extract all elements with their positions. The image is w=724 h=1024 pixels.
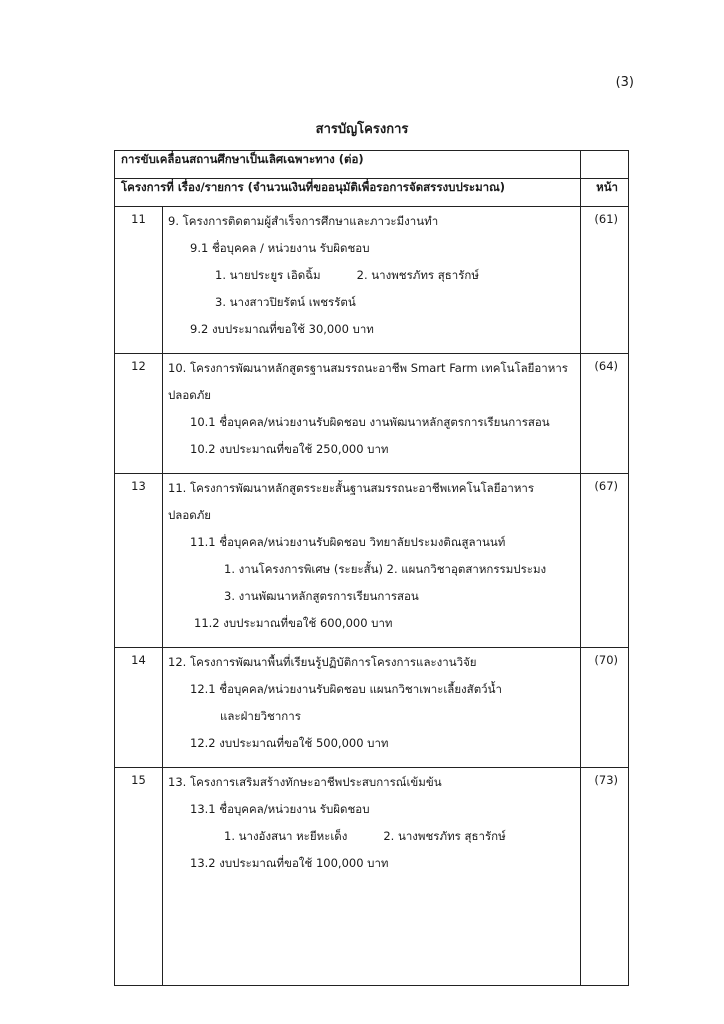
budget: 12.2 งบประมาณที่ขอใช้ 500,000 บาท xyxy=(190,736,389,750)
person-1: 1. นายประยูร เอิดฉิ้ม xyxy=(215,268,321,282)
row-entry xyxy=(163,354,581,474)
project-title: 12. โครงการพัฒนาพื้นที่เรียนรู้ปฏิบัติการโครงการและงานวิจัย xyxy=(168,655,477,669)
budget: 9.2 งบประมาณที่ขอใช้ 30,000 บาท xyxy=(190,322,374,336)
row-number: 15 xyxy=(115,768,163,986)
section-header: การขับเคลื่อนสถานศึกษาเป็นเลิศเฉพาะทาง (ต่อ) xyxy=(121,152,364,166)
responsible: 10.1 ชื่อบุคคล/หน่วยงานรับผิดชอบ งานพัฒนาหลักสูตรการเรียนการสอน xyxy=(190,415,550,429)
row-number: 12 xyxy=(115,354,163,474)
row-page: (73) xyxy=(581,768,629,986)
budget: 10.2 งบประมาณที่ขอใช้ 250,000 บาท xyxy=(190,442,389,456)
budget: 13.2 งบประมาณที่ขอใช้ 100,000 บาท xyxy=(190,856,389,870)
person-3: 3. นางสาวปิยรัตน์ เพชรรัตน์ xyxy=(215,295,356,309)
row-page: (64) xyxy=(581,354,629,474)
row-entry xyxy=(163,648,581,768)
column-header-page: หน้า xyxy=(581,179,629,207)
responsible: 11.1 ชื่อบุคคล/หน่วยงานรับผิดชอบ วิทยาลัยประมงติณสูลานนท์ xyxy=(190,535,506,549)
project-title: 10. โครงการพัฒนาหลักสูตรฐานสมรรถนะอาชีพ Smart Farm เทคโนโลยีอาหาร xyxy=(168,361,568,375)
responsible-label: 13.1 ชื่อบุคคล/หน่วยงาน รับผิดชอบ xyxy=(190,802,370,816)
table-row xyxy=(115,474,629,648)
budget: 11.2 งบประมาณที่ขอใช้ 600,000 บาท xyxy=(194,616,393,630)
table-row xyxy=(115,207,629,354)
row-entry xyxy=(163,207,581,354)
responsible-cont: และฝ่ายวิชาการ xyxy=(220,709,301,723)
person-1: 1. นางอังสนา หะยีหะเด็ง xyxy=(224,829,348,843)
project-title: 9. โครงการติดตามผู้สำเร็จการศึกษาและภาวะมีงานทำ xyxy=(168,214,439,228)
row-entry xyxy=(163,474,581,648)
page-title: สารบัญโครงการ xyxy=(315,122,409,137)
person-2: 2. นางพชรภัทร สุธารักษ์ xyxy=(383,829,506,843)
project-title-cont: ปลอดภัย xyxy=(168,508,212,522)
row-number: 11 xyxy=(115,207,163,354)
toc-table xyxy=(114,150,629,986)
responsible-label: 9.1 ชื่อบุคคล / หน่วยงาน รับผิดชอบ xyxy=(190,241,370,255)
row-number: 14 xyxy=(115,648,163,768)
row-entry xyxy=(163,768,581,986)
project-title: 11. โครงการพัฒนาหลักสูตรระยะสั้นฐานสมรรถนะอาชีพเทคโนโลยีอาหาร xyxy=(168,481,535,495)
column-header-project: โครงการที่ เรื่อง/รายการ (จำนวนเงินที่ขออนุมัติเพื่อรอการจัดสรรงบประมาณ) xyxy=(121,180,506,194)
responsible: 12.1 ชื่อบุคคล/หน่วยงานรับผิดชอบ แผนกวิชาเพาะเลี้ยงสัตว์น้ำ xyxy=(190,682,502,696)
column-header-row xyxy=(115,179,629,207)
responsible-unit: 3. งานพัฒนาหลักสูตรการเรียนการสอน xyxy=(224,589,419,603)
row-page: (70) xyxy=(581,648,629,768)
row-page: (61) xyxy=(581,207,629,354)
table-row xyxy=(115,354,629,474)
person-2: 2. นางพชรภัทร สุธารักษ์ xyxy=(356,268,479,282)
table-row xyxy=(115,648,629,768)
project-title: 13. โครงการเสริมสร้างทักษะอาชีพประสบการณ์เข้มข้น xyxy=(168,775,442,789)
row-page: (67) xyxy=(581,474,629,648)
row-number: 13 xyxy=(115,474,163,648)
responsible-persons xyxy=(168,266,576,293)
responsible-persons xyxy=(168,827,576,854)
project-title-cont: ปลอดภัย xyxy=(168,388,212,402)
page-number: (3) xyxy=(615,75,634,90)
responsible-unit: 1. งานโครงการพิเศษ (ระยะสั้น) 2. แผนกวิชาอุตสาหกรรมประมง xyxy=(224,562,547,576)
section-header-row xyxy=(115,151,629,179)
table-row xyxy=(115,768,629,986)
